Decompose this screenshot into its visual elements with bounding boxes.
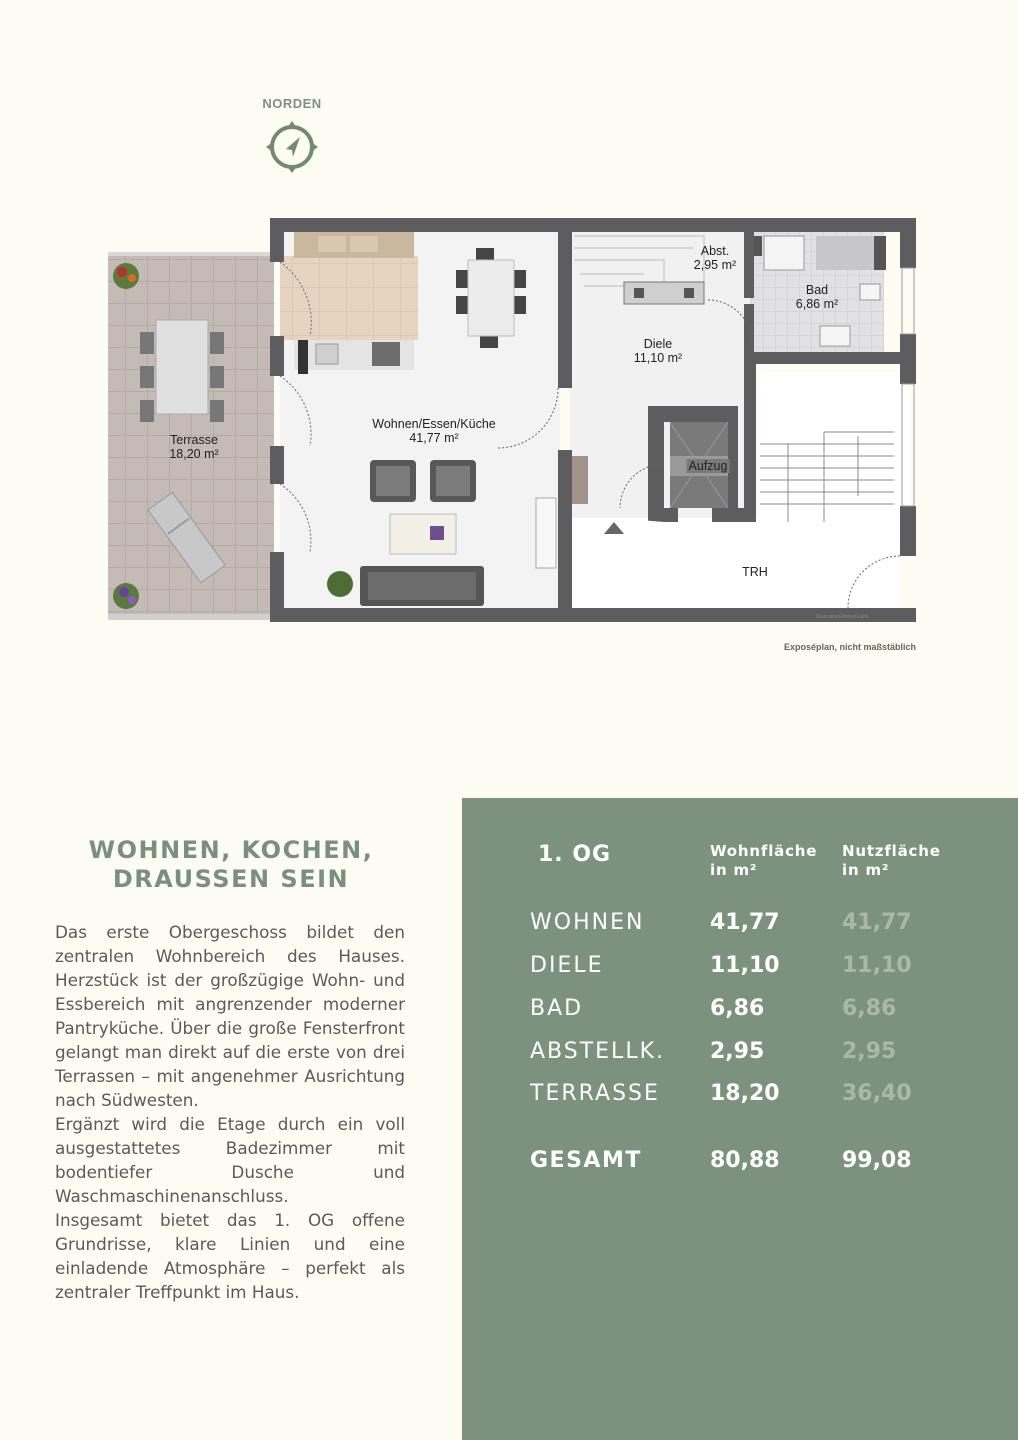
table-row [530, 1039, 970, 1069]
room-name: Aufzug [688, 459, 728, 473]
row-name: BAD [530, 996, 584, 1021]
room-name: Diele [643, 337, 673, 351]
row-nutzflaeche: 11,10 [842, 953, 912, 978]
row-wohnflaeche: 18,20 [710, 1081, 780, 1106]
total-wohnflaeche: 80,88 [710, 1148, 780, 1173]
room-area: 6,86 m² [795, 297, 839, 311]
row-wohnflaeche: 6,86 [710, 996, 765, 1021]
paragraph: Das erste Obergeschoss bildet den zentralen Wohnbereich des Hauses. Herzstück ist der großzügige Wohn- und Essbereich mit angrenzender moderner Pantryküche. Über die große Fensterfront gelangt man direkt auf die erste von drei Terrassen – mit angenehmer Ausrichtung nach Südwesten. [55, 922, 405, 1110]
compass-label: NORDEN [262, 96, 322, 111]
row-nutzflaeche: 6,86 [842, 996, 897, 1021]
compass-icon [264, 119, 320, 175]
row-wohnflaeche: 2,95 [710, 1039, 765, 1064]
area-table-panel [462, 798, 1018, 1440]
room-abst [694, 244, 736, 272]
row-name: DIELE [530, 953, 604, 978]
heading-line-2: DRAUSSEN SEIN [112, 865, 350, 893]
col-header-unit: in m² [842, 861, 890, 879]
table-row [530, 910, 970, 940]
room-diele [634, 337, 682, 365]
row-wohnflaeche: 41,77 [710, 910, 780, 935]
room-area: 2,95 m² [693, 258, 737, 272]
paragraph: Ergänzt wird die Etage durch ein voll ausgestattetes Badezimmer mit bodentiefer Dusche und Waschmaschinenanschluss. [55, 1114, 405, 1206]
room-name: Wohnen/Essen/Küche [372, 417, 496, 431]
room-area: 11,10 m² [633, 351, 683, 365]
room-name: TRH [742, 565, 768, 579]
room-trh [742, 565, 768, 579]
room-bad [796, 283, 838, 311]
row-nutzflaeche: 36,40 [842, 1081, 912, 1106]
description [55, 920, 405, 1304]
plan-note: Exposéplan, nicht maßstäblich [783, 642, 916, 652]
col-header-unit: in m² [710, 861, 758, 879]
room-name: Bad [805, 283, 829, 297]
table-row [530, 1081, 970, 1111]
total-nutzflaeche: 99,08 [842, 1148, 912, 1173]
table-total-row [530, 1148, 970, 1178]
col-header-line: Nutzfläche [842, 842, 941, 860]
section-heading [56, 836, 406, 894]
floor-plan [104, 216, 918, 626]
room-terrasse [169, 433, 218, 461]
col-header-line: Wohnfläche [710, 842, 818, 860]
col-header-nutzflaeche [842, 842, 941, 880]
north-compass [256, 96, 328, 175]
paragraph: Insgesamt bietet das 1. OG offene Grundrisse, klare Linien und eine einladende Atmosphäre – perfekt als zentraler Treffpunkt im Haus. [55, 1210, 405, 1302]
table-row [530, 953, 970, 983]
row-name: WOHNEN [530, 910, 645, 935]
heading-line-1: WOHNEN, KOCHEN, [88, 836, 374, 864]
room-aufzug [687, 459, 730, 473]
room-area: 18,20 m² [169, 447, 219, 461]
row-nutzflaeche: 2,95 [842, 1039, 897, 1064]
room-name: Terrasse [170, 433, 218, 447]
room-area: 41,77 m² [409, 431, 459, 445]
col-header-wohnflaeche [710, 842, 817, 880]
total-name: GESAMT [530, 1148, 642, 1173]
row-nutzflaeche: 41,77 [842, 910, 912, 935]
room-wohnen [372, 417, 495, 445]
floor-title: 1. OG [538, 842, 612, 867]
table-row [530, 996, 970, 1026]
row-name: ABSTELLK. [530, 1039, 665, 1064]
room-name: Abst. [700, 244, 730, 258]
row-wohnflaeche: 11,10 [710, 953, 780, 978]
floor-plan-drawing [104, 216, 918, 626]
illustration-credit: Illustration©ImmoGrafik [816, 614, 869, 620]
row-name: TERRASSE [530, 1081, 660, 1106]
